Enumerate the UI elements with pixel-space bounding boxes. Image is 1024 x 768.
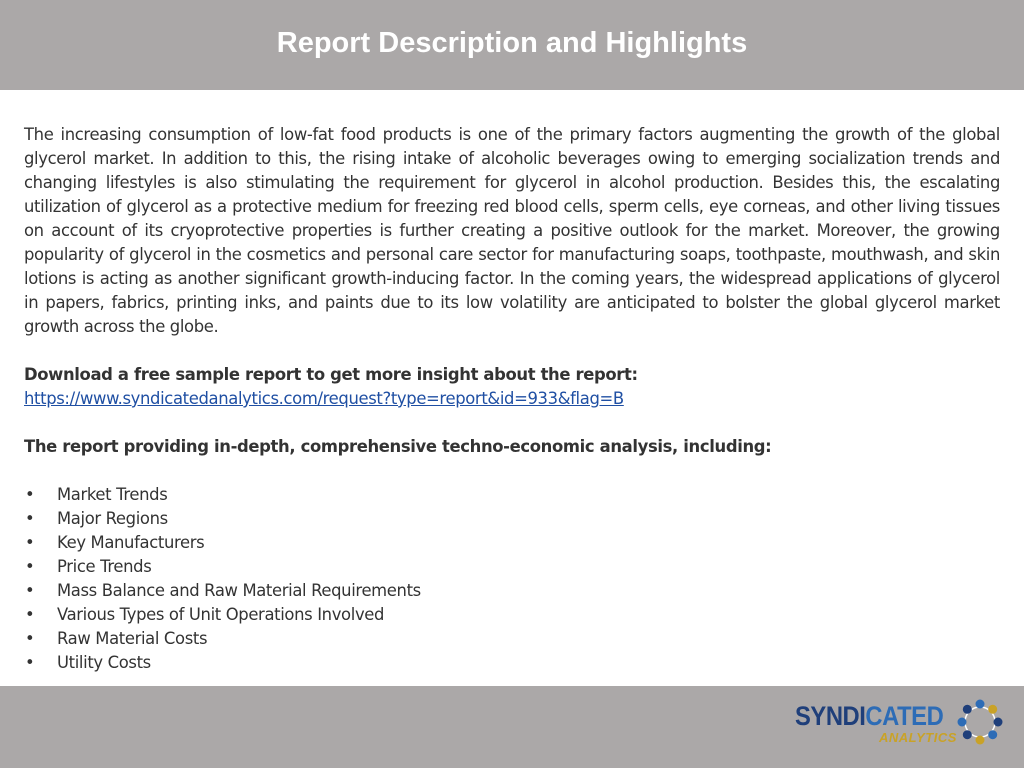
spacer [24, 459, 1000, 483]
bullet-icon: • [25, 557, 35, 576]
list-item [24, 483, 1000, 507]
header-band [0, 0, 1024, 90]
list-item [24, 651, 1000, 675]
list-item-label: Market Trends [57, 485, 168, 504]
list-item-label: Various Types of Unit Operations Involved [57, 605, 385, 624]
list-item [24, 531, 1000, 555]
list-item [24, 603, 1000, 627]
list-item-label: Raw Material Costs [57, 629, 208, 648]
logo-wordmark-part1: SYNDI [795, 701, 866, 731]
spacer [24, 411, 1000, 435]
bullet-icon: • [25, 485, 35, 504]
page-title: Report Description and Highlights [276, 27, 748, 59]
sample-report-link[interactable]: https://www.syndicatedanalytics.com/request?type=report&id=933&flag=B [24, 389, 624, 408]
list-item-label: Utility Costs [57, 653, 151, 672]
list-item [24, 507, 1000, 531]
download-label: Download a free sample report to get more insight about the report: [24, 365, 638, 384]
list-item-label: Mass Balance and Raw Material Requirements [57, 581, 421, 600]
analysis-heading: The report providing in-depth, comprehensive techno-economic analysis, including: [24, 437, 772, 456]
list-item-label: Key Manufacturers [57, 533, 205, 552]
bullet-icon: • [25, 509, 35, 528]
list-item-label: Price Trends [57, 557, 152, 576]
logo-subtitle: ANALYTICS [879, 730, 957, 745]
report-content [24, 123, 1000, 675]
intro-paragraph: The increasing consumption of low-fat food products is one of the primary factors augmenting the growth of the global glycerol market. In addition to this, the rising intake of alcoholic beverages owing to emerging socialization trends and changing lifestyles is also stimulating the requirement for glycerol in alcohol production. Besides this, the escalating utilization of glycerol as a protective medium for freezing red blood cells, sperm cells, eye corneas, and other living tissues on account of its cryoprotective properties is further creating a positive outlook for the market. Moreover, the growing popularity of glycerol in the cosmetics and personal care sector for manufacturing soaps, toothpaste, mouthwash, and skin lotions is acting as another significant growth-inducing factor. In the coming years, the widespread applications of glycerol in papers, fabrics, printing inks, and paints due to its low volatility are anticipated to bolster the global glycerol market growth across the globe. [24, 125, 1000, 336]
list-item [24, 627, 1000, 651]
spacer [24, 339, 1000, 363]
analysis-list [24, 483, 1000, 675]
bullet-icon: • [25, 605, 35, 624]
syndicated-analytics-logo [795, 697, 1005, 749]
bullet-icon: • [25, 533, 35, 552]
bullet-icon: • [25, 581, 35, 600]
logo-wordmark-part2: CATED [865, 701, 944, 731]
bullet-icon: • [25, 629, 35, 648]
bullet-icon: • [25, 653, 35, 672]
logo-wordmark [795, 701, 943, 732]
logo-ring-icon [957, 699, 1003, 745]
list-item [24, 555, 1000, 579]
list-item [24, 579, 1000, 603]
list-item-label: Major Regions [57, 509, 168, 528]
